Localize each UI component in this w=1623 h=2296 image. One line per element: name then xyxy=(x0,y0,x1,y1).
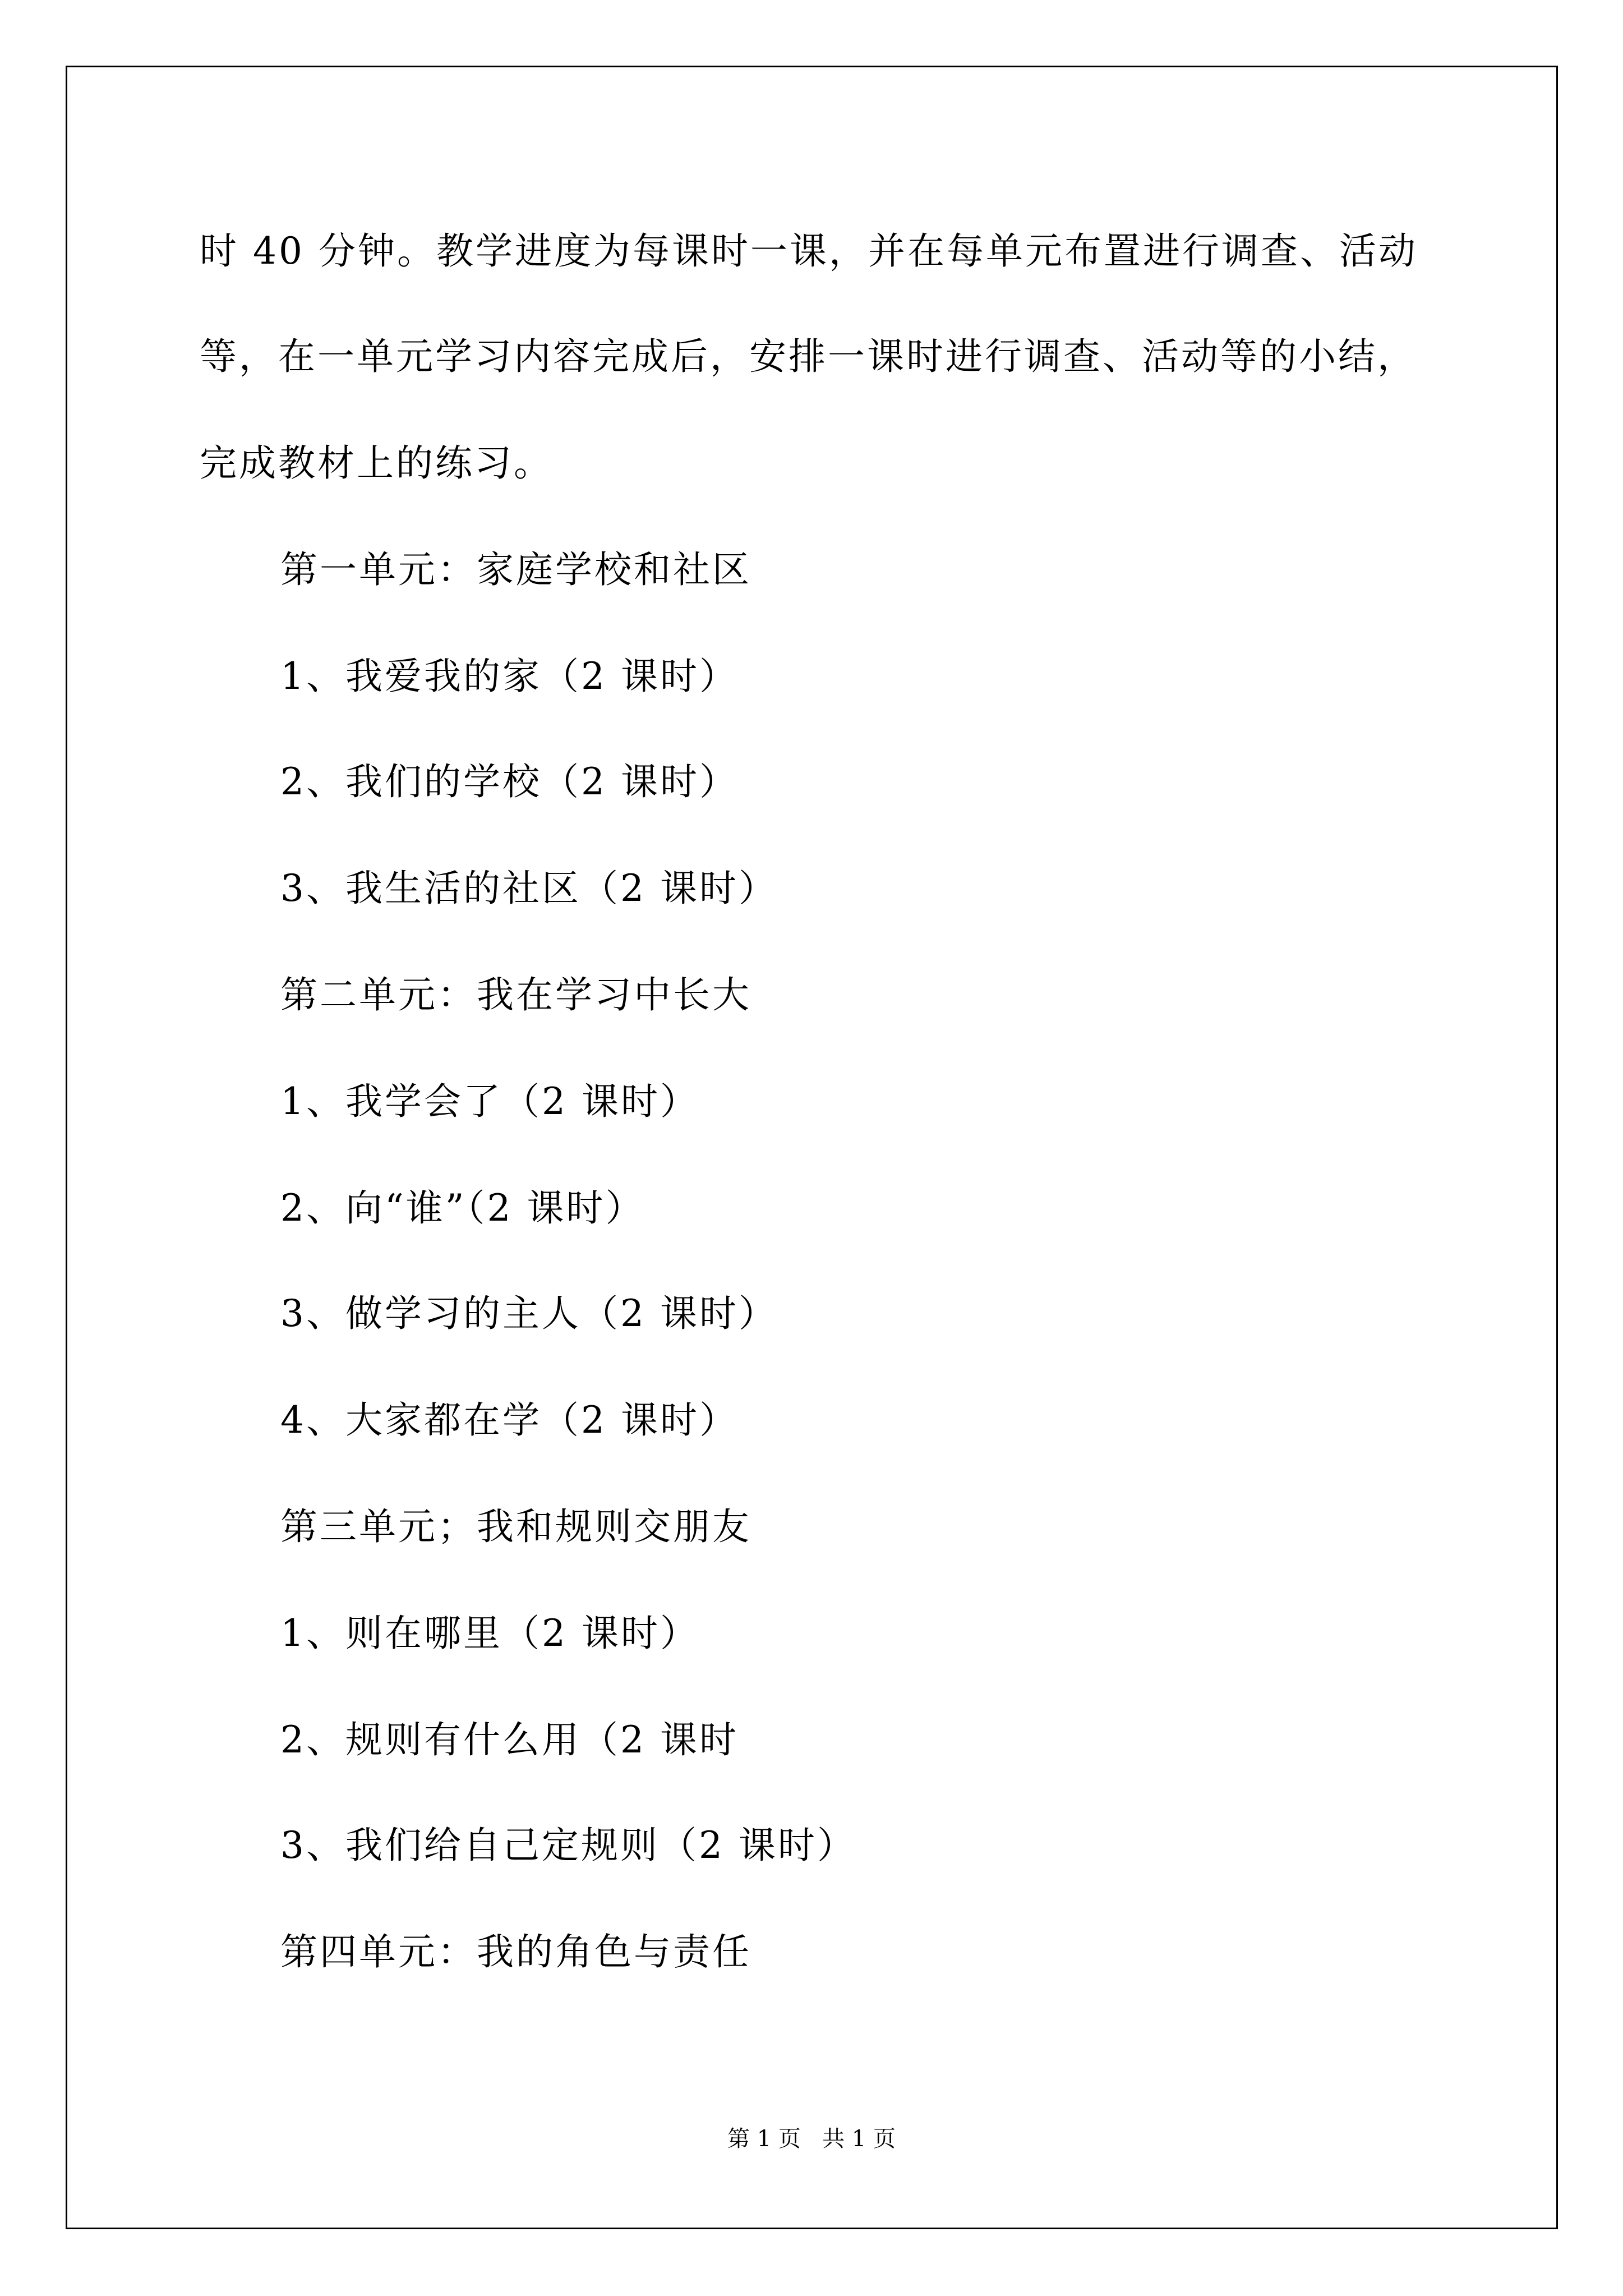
lesson-item: 4、大家都在学（2 课时） xyxy=(280,1398,739,1442)
lesson-item: 3、做学习的主人（2 课时） xyxy=(280,1292,778,1335)
unit-heading: 第三单元；我和规则交朋友 xyxy=(280,1505,751,1548)
page-footer: 第 1 页 共 1 页 xyxy=(727,2126,896,2152)
lesson-item: 3、我们给自己定规则（2 课时） xyxy=(280,1824,856,1867)
lesson-item: 1、我爱我的家（2 课时） xyxy=(280,655,739,698)
paragraph-line: 时 40 分钟。教学进度为每课时一课，并在每单元布置进行调查、活动 xyxy=(200,229,1418,273)
unit-heading: 第四单元：我的角色与责任 xyxy=(280,1930,751,1973)
unit-heading: 第一单元：家庭学校和社区 xyxy=(280,548,751,591)
lesson-item: 2、我们的学校（2 课时） xyxy=(280,760,739,803)
paragraph-line: 等，在一单元学习内容完成后，安排一课时进行调查、活动等的小结， xyxy=(200,335,1417,378)
unit-heading: 第二单元：我在学习中长大 xyxy=(280,973,751,1016)
lesson-item: 1、则在哪里（2 课时） xyxy=(280,1612,699,1655)
lesson-item: 3、我生活的社区（2 课时） xyxy=(280,867,778,910)
lesson-item: 2、向“谁”（2 课时） xyxy=(280,1186,645,1230)
lesson-item: 1、我学会了（2 课时） xyxy=(280,1080,699,1123)
lesson-item: 2、规则有什么用（2 课时 xyxy=(280,1718,739,1761)
paragraph-line: 完成教材上的练习。 xyxy=(200,441,553,485)
page-border xyxy=(66,66,1558,2229)
